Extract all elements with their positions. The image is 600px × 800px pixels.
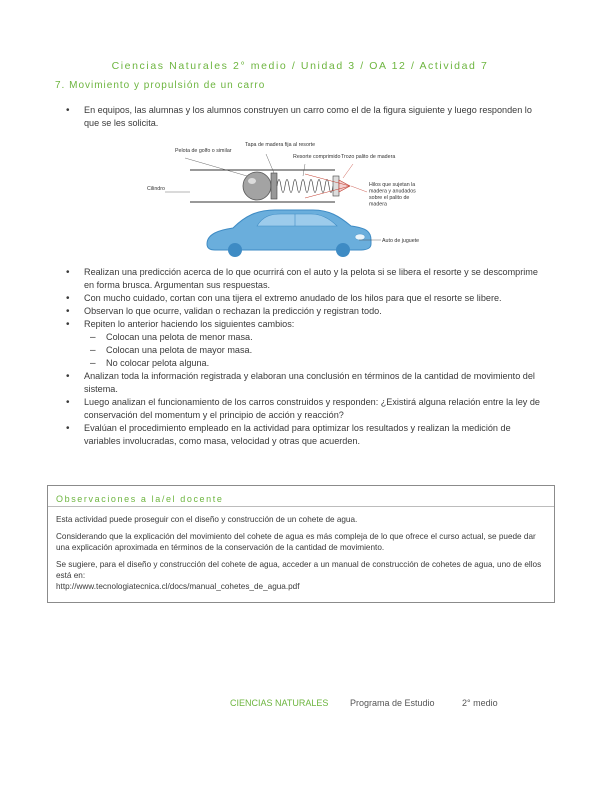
section-title: 7. Movimiento y propulsión de un carro [55, 80, 266, 91]
notes-paragraph: Esta actividad puede proseguir con el diseño y construcción de un cohete de agua. [56, 515, 358, 524]
spring [277, 180, 333, 193]
notes-url[interactable]: http://www.tecnologiatecnica.cl/docs/manual_cohetes_de_agua.pdf [56, 582, 300, 591]
step-bullet: • Realizan una predicción acerca de lo que ocurrirá con el auto y la pelota si se libera el resorte y se descomprime en forma brusca. Argumentan sus respuestas. [60, 266, 545, 292]
footer-program: Programa de Estudio [350, 698, 435, 708]
step-bullet: • Con mucho cuidado, cortan con una tijera el extremo anudado de los hilos para que el resorte se libere. [60, 292, 545, 305]
step-bullet-text: Repiten lo anterior haciendo los siguientes cambios: [84, 319, 295, 329]
label-wood: Trozo palito de madera [341, 154, 396, 160]
label-ball: Pelota de golfo o similar [175, 148, 232, 154]
page-header-title: Ciencias Naturales 2° medio / Unidad 3 / OA 12 / Actividad 7 [111, 60, 489, 72]
notes-divider [48, 506, 554, 507]
wood-cap [271, 173, 277, 199]
golf-ball [243, 172, 271, 200]
variation-item: – Colocan una pelota de mayor masa. [84, 344, 545, 357]
variation-item: – No colocar pelota alguna. [84, 357, 545, 370]
footer-subject: CIENCIAS NATURALES [230, 698, 329, 708]
step-bullet: • Analizan toda la información registrada y elaboran una conclusión en términos de la cantidad de movimiento del sistema. [60, 370, 545, 396]
label-threads: Hilos que sujetan la madera y anudados sobre el palito de madera [369, 182, 416, 208]
intro-list [60, 104, 545, 130]
notes-paragraph: Se sugiere, para el diseño y construcción del cohete de agua, acceder a un manual de construcción de cohetes de agua, uno de ellos está en: [56, 560, 542, 580]
step-bullet [60, 318, 545, 370]
car-wheel-front [228, 243, 242, 257]
label-cylinder: Cilindro [147, 186, 165, 192]
teacher-notes-box [47, 485, 555, 603]
activity-steps-list [60, 266, 545, 448]
label-car: Auto de juguete [382, 238, 420, 244]
notes-paragraph: Considerando que la explicación del movimiento del cohete de agua es más compleja de lo que ofrece el curso actual, se puede dar una explicación aproximada en términos de la conservación de la cantidad de movimiento. [56, 532, 536, 552]
car-wheel-rear [336, 243, 350, 257]
label-cap: Tapa de madera fija al resorte [245, 142, 316, 148]
step-bullet: • Observan lo que ocurre, validan o rechazan la predicción y registran todo. [60, 305, 545, 318]
step-bullet: • Luego analizan el funcionamiento de los carros construidos y responden: ¿Existirá alguna relación entre la ley de conservación del momentum y el principio de acción y reacción? [60, 396, 545, 422]
variation-list [84, 331, 545, 370]
car-figure [145, 140, 445, 260]
variation-item: – Colocan una pelota de menor masa. [84, 331, 545, 344]
notes-title: Observaciones a la/el docente [56, 494, 224, 504]
footer-grade: 2° medio [462, 698, 498, 708]
intro-bullet: • En equipos, las alumnas y los alumnos construyen un carro como el de la figura siguiente y luego responden lo que se les solicita. [60, 104, 545, 130]
step-bullet: • Evalúan el procedimiento empleado en la actividad para optimizar los resultados y realizan la medición de variables involucradas, como masa, velocidad y otras que acuerden. [60, 422, 545, 448]
label-spring: Resorte comprimido [293, 154, 341, 160]
